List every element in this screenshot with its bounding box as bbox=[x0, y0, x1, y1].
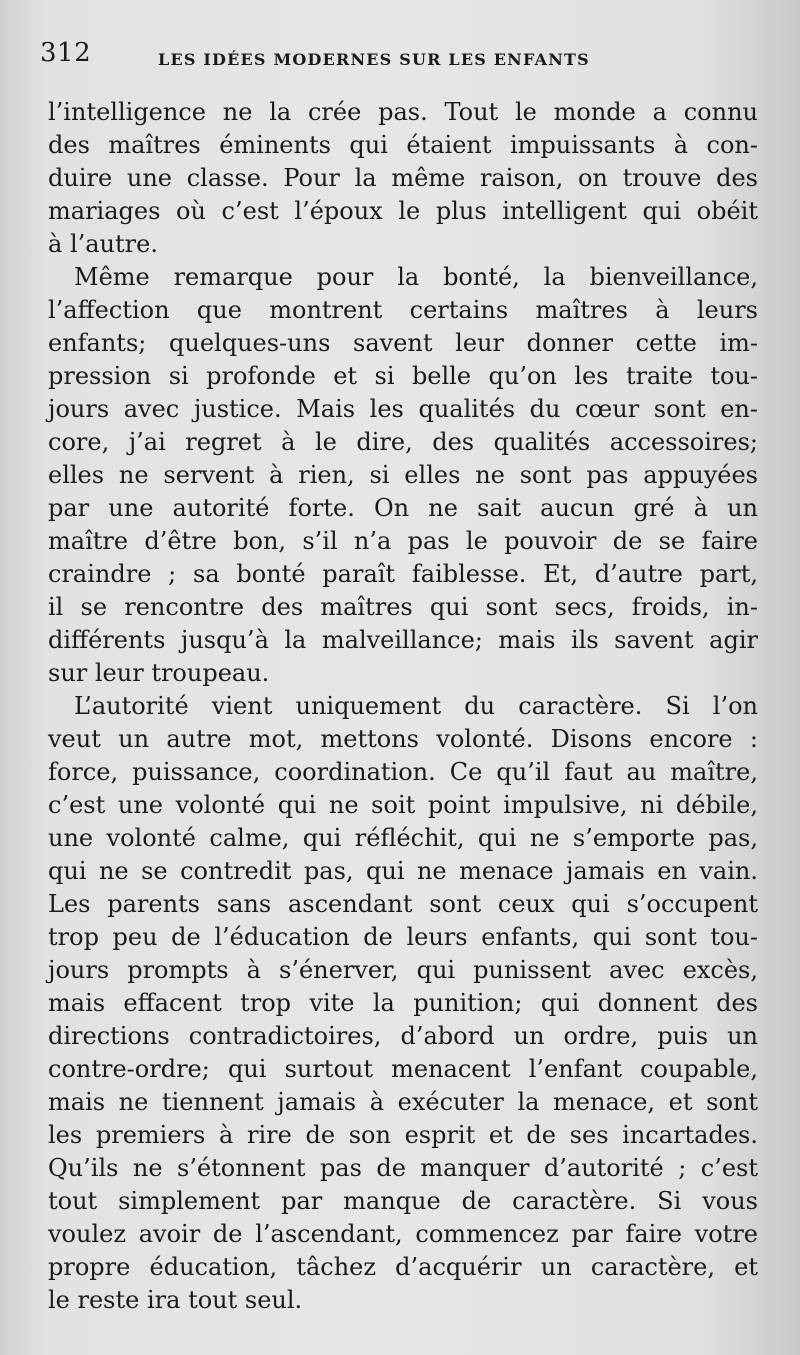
text-line: veut un autre mot, mettons volonté. Disons encore : bbox=[48, 725, 758, 753]
text-line: Les parents sans ascendant sont ceux qui s’occupent bbox=[48, 890, 758, 918]
text-line: enfants; quelques-uns savent leur donner cette im- bbox=[48, 329, 758, 357]
text-line: par une autorité forte. On ne sait aucun gré à un bbox=[48, 494, 758, 522]
text-line: force, puissance, coordination. Ce qu’il faut au maître, bbox=[48, 758, 758, 786]
paragraph bbox=[48, 261, 758, 690]
text-line: jours prompts à s’énerver, qui punissent avec excès, bbox=[48, 956, 758, 984]
text-line: maître d’être bon, s’il n’a pas le pouvoir de se faire bbox=[48, 527, 758, 555]
text-line: l’intelligence ne la crée pas. Tout le monde a connu bbox=[48, 98, 758, 126]
paragraph bbox=[48, 690, 758, 1317]
text-line: les premiers à rire de son esprit et de ses incartades. bbox=[48, 1121, 758, 1149]
text-line: tout simplement par manque de caractère. Si vous bbox=[48, 1187, 758, 1215]
text-line: directions contradictoires, d’abord un ordre, puis un bbox=[48, 1022, 758, 1050]
text-line: qui ne se contredit pas, qui ne menace jamais en vain. bbox=[48, 857, 758, 885]
text-line: propre éducation, tâchez d’acquérir un caractère, et bbox=[48, 1253, 758, 1281]
text-line: différents jusqu’à la malveillance; mais ils savent agir bbox=[48, 626, 758, 654]
text-line: trop peu de l’éducation de leurs enfants, qui sont tou- bbox=[48, 923, 758, 951]
text-line: core, j’ai regret à le dire, des qualités accessoires; bbox=[48, 428, 758, 456]
text-line: Qu’ils ne s’étonnent pas de manquer d’autorité ; c’est bbox=[48, 1154, 758, 1182]
text-line: c’est une volonté qui ne soit point impulsive, ni débile, bbox=[48, 791, 758, 819]
running-title: LES IDÉES MODERNES SUR LES ENFANTS bbox=[158, 50, 590, 69]
paragraph bbox=[48, 96, 758, 261]
text-line: duire une classe. Pour la même raison, on trouve des bbox=[48, 164, 758, 192]
text-line: le reste ira tout seul. bbox=[48, 1286, 303, 1314]
body-text bbox=[48, 96, 758, 1317]
text-line: voulez avoir de l’ascendant, commencez par faire votre bbox=[48, 1220, 758, 1248]
text-line: sur leur troupeau. bbox=[48, 659, 270, 687]
text-line: l’affection que montrent certains maîtres à leurs bbox=[48, 296, 758, 324]
text-line: elles ne servent à rien, si elles ne sont pas appuyées bbox=[48, 461, 758, 489]
text-line: mais effacent trop vite la punition; qui donnent des bbox=[48, 989, 758, 1017]
text-line: Même remarque pour la bonté, la bienveillance, bbox=[74, 263, 758, 291]
text-line: contre-ordre; qui surtout menacent l’enfant coupable, bbox=[48, 1055, 758, 1083]
text-line: à l’autre. bbox=[48, 230, 158, 258]
page-number: 312 bbox=[40, 38, 92, 68]
text-line: jours avec justice. Mais les qualités du cœur sont en- bbox=[48, 395, 758, 423]
text-line: des maîtres éminents qui étaient impuissants à con- bbox=[48, 131, 758, 159]
page-header bbox=[40, 38, 730, 78]
text-line: L’autorité vient uniquement du caractère. Si l’on bbox=[74, 692, 758, 720]
text-line: une volonté calme, qui réfléchit, qui ne s’emporte pas, bbox=[48, 824, 758, 852]
text-line: mais ne tiennent jamais à exécuter la menace, et sont bbox=[48, 1088, 758, 1116]
text-line: craindre ; sa bonté paraît faiblesse. Et, d’autre part, bbox=[48, 560, 758, 588]
text-line: pression si profonde et si belle qu’on les traite tou- bbox=[48, 362, 758, 390]
text-line: il se rencontre des maîtres qui sont secs, froids, in- bbox=[48, 593, 758, 621]
text-line: mariages où c’est l’époux le plus intelligent qui obéit bbox=[48, 197, 758, 225]
